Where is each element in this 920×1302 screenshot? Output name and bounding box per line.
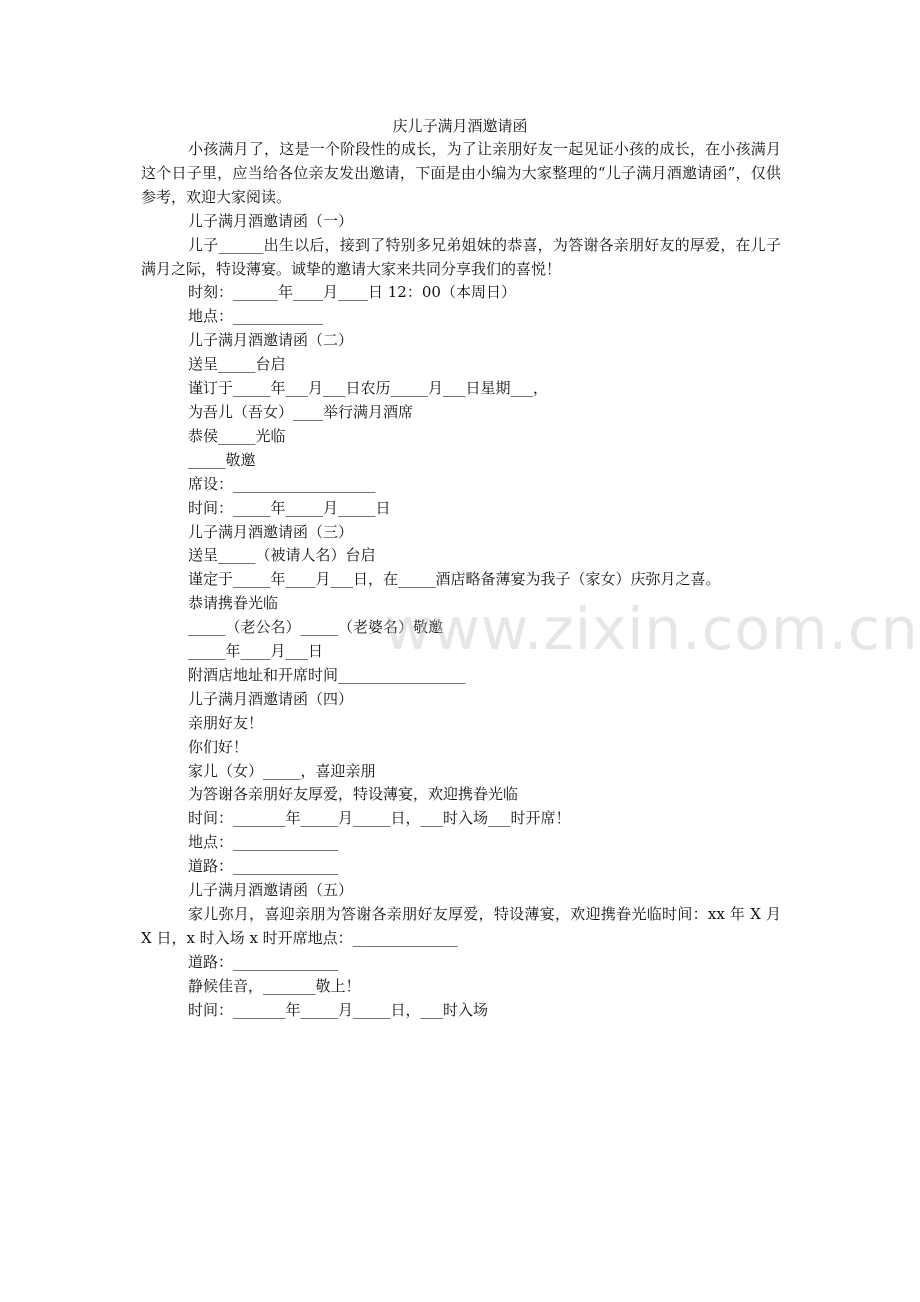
section-4-line: 家儿（女）_____，喜迎亲朋: [188, 761, 376, 780]
section-4-line: 时间：_______年_____月_____日，___时入场___时开席！: [188, 809, 571, 828]
section-3-line: 附酒店地址和开席时间_________________: [188, 665, 466, 684]
section-5-line: 道路：______________: [188, 952, 339, 971]
document-body: [141, 138, 781, 1023]
section-4-line: 你们好！: [188, 737, 249, 756]
section-3-line: _____年____月___日: [188, 642, 324, 661]
section-2-line: 恭侯_____光临: [188, 426, 286, 445]
section-4-line: 地点：______________: [188, 833, 339, 852]
section-2-line: 时间：_____年_____月_____日: [188, 498, 391, 517]
section-4-heading: 儿子满月酒邀请函（四）: [188, 689, 354, 708]
section-5-line: 静候佳音，_______敬上！: [188, 976, 361, 995]
section-4-line: 为答谢各亲朋好友厚爱，特设薄宴，欢迎携眷光临: [188, 785, 519, 804]
section-3-heading: 儿子满月酒邀请函（三）: [188, 522, 354, 541]
section-3-line: _____（老公名）_____（老婆名）敬邀: [188, 618, 444, 637]
section-2-line: 席设：___________________: [188, 474, 376, 493]
section-2-line: 谨订于_____年___月___日农历_____月___日星期___，: [188, 379, 549, 398]
section-5-body: 家儿弥月，喜迎亲朋为答谢各亲朋好友厚爱，特设薄宴，欢迎携眷光临时间：xx 年 X 月 X 日，x 时入场 x 时开席地点：______________: [141, 905, 781, 947]
section-1-place: 地点：____________: [188, 307, 324, 326]
section-2-heading: 儿子满月酒邀请函（二）: [188, 331, 354, 350]
section-3-line: 谨定于_____年____月___日，在_____酒店略备薄宴为我子（家女）庆弥月之喜。: [188, 570, 721, 589]
intro-paragraph: 小孩满月了，这是一个阶段性的成长，为了让亲朋好友一起见证小孩的成长，在小孩满月这个日子里，应当给各位亲友发出邀请，下面是由小编为大家整理的“儿子满月酒邀请函”，仅供参考，欢迎大家阅读。: [141, 140, 781, 206]
section-1-heading: 儿子满月酒邀请函（一）: [188, 211, 354, 230]
section-4-line: 道路：______________: [188, 857, 339, 876]
section-1-time: 时刻：______年____月____日 12：00（本周日）: [188, 283, 516, 302]
section-2-line: _____敬邀: [188, 450, 256, 469]
section-2-line: 为吾儿（吾女）____举行满月酒席: [188, 402, 414, 421]
section-4-line: 亲朋好友！: [188, 713, 264, 732]
section-2-line: 送呈_____台启: [188, 355, 286, 374]
section-5-line: 时间：_______年_____月_____日，___时入场: [188, 1000, 489, 1019]
watermark-text: www.zixin.com.cn: [384, 595, 919, 663]
section-1-body: 儿子______出生以后，接到了特别多兄弟姐妹的恭喜，为答谢各亲朋好友的厚爱，在儿子满月之际，特设薄宴。诚挚的邀请大家来共同分享我们的喜悦！: [141, 235, 781, 278]
section-3-line: 恭请携眷光临: [188, 594, 279, 613]
document-title: 庆儿子满月酒邀请函: [392, 117, 528, 135]
section-5-heading: 儿子满月酒邀请函（五）: [188, 881, 354, 900]
section-3-line: 送呈_____（被请人名）台启: [188, 546, 376, 565]
